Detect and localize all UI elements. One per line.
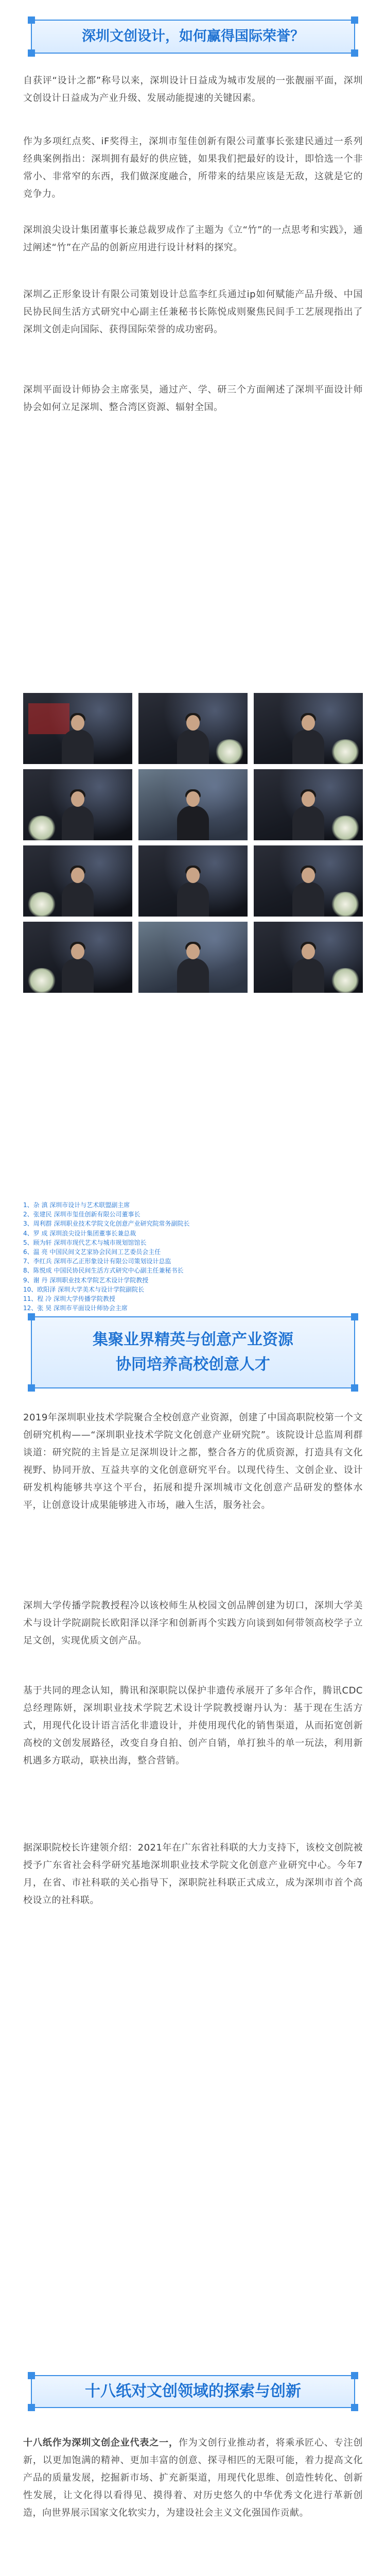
speaker-photo bbox=[254, 845, 363, 917]
section-2-paragraph-3: 基于共同的理念认知，腾讯和深职院以保护非遗传承展开了多年合作，腾讯CDC总经理陈妍，深圳职业技术学院艺术设计学院教授谢丹认为：基于现在生活方式，用现代化设计语言活化非遗设计，并使用现代化的销售渠道，从而拓宽创新高校的文创发展路径，改变自身自拍、创产自销，单打独斗的单一玩法，利用新机遇多方联动，联袂出海，整合营销。 bbox=[23, 1685, 363, 1766]
section-2-paragraph-1: 2019年深圳职业技术学院聚合全校创意产业资源，创建了中国高职院校第一个文创研究机构——“深圳职业技术学院文化创意产业研究院”。该院设计总监周利群谈道：研究院的主旨是立足深圳设计之都，整合各方的优质资源，打造具有文化视野、协同开放、互益共享的文化创意研究平台。以现代待生、文创企业、设计研发机构能够共享这个平台，拓展和提升深圳城市文化创意产品研发的整体水平，让创意设计成果能够进入市场，融入生活，服务社会。 bbox=[23, 1412, 363, 1511]
speaker-photo bbox=[254, 693, 363, 764]
section-2-title-line-1: 集聚业界精英与创意产业资源 bbox=[93, 1331, 293, 1349]
section-3-paragraph-1 bbox=[23, 2434, 363, 2522]
banner-corner bbox=[351, 49, 358, 57]
caption-item: 11、程 冷 深圳大学传播学院教授 bbox=[23, 1295, 115, 1303]
banner-corner bbox=[351, 16, 358, 24]
section-3-title: 十八纸对文创领域的探索与创新 bbox=[85, 2382, 301, 2400]
section-1-paragraph-5: 深圳平面设计师协会主席张昊，通过产、学、研三个方面阐述了深圳平面设计师协会如何立足深圳、整合湾区资源、辐射全国。 bbox=[23, 384, 363, 413]
section-3-banner bbox=[31, 2375, 355, 2408]
caption-item: 10、欧阳泽 深圳大学美术与设计学院副院长 bbox=[23, 1285, 145, 1293]
speaker-photo bbox=[138, 922, 248, 993]
banner-corner bbox=[351, 1313, 358, 1320]
speaker-photo bbox=[23, 922, 132, 993]
speaker-photo bbox=[138, 693, 248, 764]
caption-item: 6、温 亮 中国民间文艺家协会民间工艺委员会主任 bbox=[23, 1248, 161, 1256]
caption-item: 8、陈悦成 中国民协民间生活方式研究中心副主任兼秘书长 bbox=[23, 1267, 184, 1275]
banner-corner bbox=[351, 1384, 358, 1392]
caption-item: 12、张 昊 深圳市平面设计师协会主席 bbox=[23, 1304, 128, 1312]
speaker-photo bbox=[138, 769, 248, 840]
banner-corner bbox=[28, 16, 35, 24]
caption-item: 7、李红兵 深圳市乙正形象设计有限公司策划设计总监 bbox=[23, 1258, 171, 1265]
section-2-paragraph-2: 深圳大学传播学院教授程冷以该校师生从校园文创品牌创建为切口，深圳大学美术与设计学院副院长欧阳泽以泽字和创新再个实践方向谈到如何带领高校学子立足文创，实现优质文创产品。 bbox=[23, 1600, 363, 1646]
speaker-photo bbox=[254, 769, 363, 840]
speaker-photo-grid bbox=[23, 693, 363, 993]
section-3-lead: 十八纸作为深圳文创企业代表之一， bbox=[23, 2437, 179, 2448]
section-1-paragraph-4: 深圳乙正形象设计有限公司策划设计总监李红兵通过ip如何赋能产品升级、中国民协民间生活方式研究中心副主任兼秘书长陈悦成则聚焦民间手工艺展现指出了深圳文创走向国际、获得国际荣誉的成功密码。 bbox=[23, 289, 363, 335]
banner-corner bbox=[28, 49, 35, 57]
section-2-banner bbox=[31, 1316, 355, 1388]
section-2-title-line-2: 协同培养高校创意人才 bbox=[116, 1355, 270, 1374]
section-3-paragraph-1-text: 作为文创行业推动者，将乘承匠心、专注创新，以更加饱满的精神、更加丰富的创意、探寻相匹的无限可能，着力提高文化产品的质量发展，挖掘新市场、扩充新渠道，用现代化思维、创造性转化、创新性发展，让文化得以看得见、摸得着、对历史悠久的中华优秀文化进行革新创造，向世界展示国家文化软实力，为建设社会主义文化强国作贡献。 bbox=[23, 2437, 363, 2518]
section-2-paragraph-4: 据深职院校长许建领介绍：2021年在广东省社科联的大力支持下，该校文创院被授予广东省社会科学研究基地深圳职业技术学院文化创意产业研究中心。今年7月，在省、市社科联的关心指导下，深职院社科联正式成立，成为深圳市首个高校设立的社科联。 bbox=[23, 1842, 363, 1906]
caption-item: 1、杂 滇 深圳市设计与艺术联盟副主席 bbox=[23, 1201, 130, 1209]
caption-item: 3、周利群 深圳职业技术学院文化创意产业研究院常务副院长 bbox=[23, 1220, 190, 1228]
section-1-title: 深圳文创设计，如何赢得国际荣誉？ bbox=[82, 28, 304, 44]
caption-item: 9、谢 丹 深圳职业技术学院艺术设计学院教授 bbox=[23, 1276, 149, 1284]
caption-item: 2、张建民 深圳市玺佳创新有限公司董事长 bbox=[23, 1211, 141, 1218]
section-1-paragraph-2: 作为多项红点奖、iF奖得主，深圳市玺佳创新有限公司董事长张建民通过一系列经典案例指出：深圳拥有最好的供应链，如果我们把最好的设计，即恰选一个非常小、非常窄的东西，我们做深度融合，所带来的结果应该是无敌，这就是它的竞争力。 bbox=[23, 136, 363, 199]
banner-corner bbox=[28, 2372, 35, 2379]
caption-item: 4、罗 成 深圳浪尖设计集团董事长兼总裁 bbox=[23, 1229, 136, 1237]
banner-corner bbox=[28, 1313, 35, 1320]
banner-corner bbox=[28, 2404, 35, 2411]
section-1-paragraph-1: 自获评“设计之都”称号以来，深圳设计日益成为城市发展的一张靓丽平面，深圳文创设计日益成为产业升级、发展动能提速的关键因素。 bbox=[23, 75, 363, 104]
speaker-caption-list bbox=[23, 1200, 363, 1313]
banner-corner bbox=[351, 2404, 358, 2411]
speaker-photo bbox=[254, 922, 363, 993]
speaker-photo bbox=[23, 845, 132, 917]
banner-corner bbox=[28, 1384, 35, 1392]
speaker-photo bbox=[23, 769, 132, 840]
section-1-paragraph-3: 深圳浪尖设计集团董事长兼总裁罗成作了主题为《立“竹”的一点思考和实践》，通过阐述“竹”在产品的创新应用进行设计材料的探究。 bbox=[23, 225, 363, 253]
speaker-photo bbox=[23, 693, 132, 764]
banner-corner bbox=[351, 2372, 358, 2379]
section-1-banner bbox=[31, 20, 355, 54]
caption-item: 5、顾为轩 深圳市现代艺术与城市规划馆馆长 bbox=[23, 1239, 147, 1246]
speaker-photo bbox=[138, 845, 248, 917]
